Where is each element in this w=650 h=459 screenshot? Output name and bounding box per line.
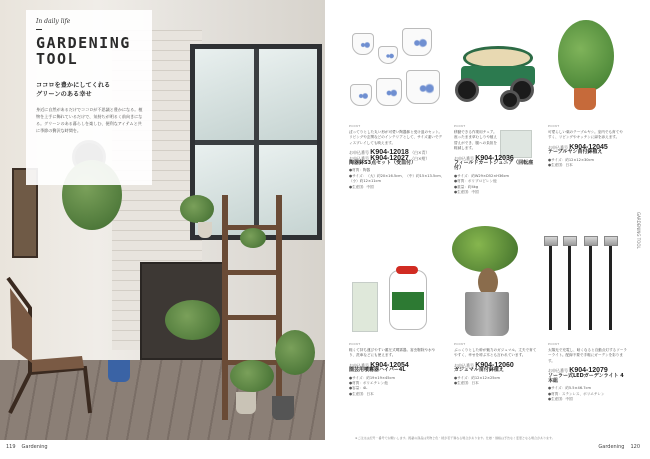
code-number: K904-12018 [370, 149, 409, 157]
catch-line: ココロを豊かにしてくれる [36, 82, 111, 89]
usage-thumbnail [352, 282, 378, 332]
product-card [454, 130, 538, 195]
point-label: POINT [548, 342, 560, 346]
catch-copy [36, 81, 144, 99]
product-spec: ●生産国：日本 [454, 381, 479, 386]
product-spec: ●材質：ポリエチレン他 [349, 381, 388, 386]
product-name: 園芸用噴霧器ハイパー4L [349, 367, 406, 374]
code-number: K904-12060 [475, 361, 514, 369]
code-prefix: お申込番号 [454, 362, 474, 368]
product-spec: ●生産国：中国 [548, 397, 573, 402]
section-name: Gardening [21, 444, 48, 450]
product-spec: ●重量：約4kg [454, 184, 479, 189]
title-line: TOOL [36, 50, 79, 68]
lifestyle-photo [0, 0, 325, 440]
kicker: In daily life [36, 18, 71, 25]
product-description: ぷっくりとした幹が魅力のガジュマル。丈夫で育てやすく、幸せを呼ぶ木とも言われています。 [454, 348, 537, 358]
code-prefix: お申込番号 [349, 155, 369, 161]
product-spec: ●サイズ：約W29×D52×H36cm [454, 173, 510, 178]
code-prefix: お申込番号 [454, 155, 474, 161]
product-spec: ●材質：陶器 [349, 168, 371, 173]
product-name: ソーラー式LEDガーデンライト 4本組 [548, 372, 624, 385]
code-number: K904-12054 [370, 361, 409, 369]
product-spec: ●サイズ：（大）約20×16.5cm、（中）約15×13.5cm、（小）約12×11cm [349, 173, 445, 184]
product-name: フィールドカートジュニア（回転座付） [454, 160, 534, 172]
point-label: POINT [454, 342, 466, 346]
product-description: 軽くて持ち運びやすい蓄圧式噴霧器。害虫駆除や水やり、洗車などにも使えます。 [349, 348, 436, 358]
plant-foliage [275, 330, 315, 375]
code-number: K904-12036 [475, 154, 514, 162]
product-card [548, 130, 626, 168]
product-card [548, 348, 628, 403]
product-spec: ●サイズ：約19×19×45cm [349, 375, 396, 380]
plant-foliage [180, 195, 214, 223]
product-spec: ●生産国：中国 [454, 190, 479, 195]
product-spec: ●材質：ステンレス、ポリエチレン [548, 391, 605, 396]
plant-pot [198, 222, 212, 238]
section-name: Gardening [598, 444, 625, 450]
product-spec: ●生産国：日本 [548, 163, 573, 168]
code-prefix: お申込番号 [349, 362, 369, 368]
product-spec: ●生産国：中国 [349, 184, 374, 189]
catch-line: グリーンのある幸せ [36, 91, 92, 98]
divider [36, 29, 42, 30]
point-label: POINT [349, 124, 361, 128]
code-note: （白×紺） [410, 155, 430, 161]
lead-text: 身近に自然があるだけでココロが不思議と豊かになる。植物を上手に飾れているだけで、気持ちが明るく前向きになる。グリーンのある暮らしを楽しむ、便利なアイテムと共に季節の贅沢な時間を。 [36, 107, 143, 133]
product-name: ガジュマル苗付鉢植え [454, 367, 504, 374]
product-spec: ●容量：4L [349, 386, 368, 391]
plant-foliage [240, 228, 266, 248]
code-number: K904-12079 [569, 367, 608, 375]
footnote: ※ご注文は記号・番号でお願いします。掲載の商品は実物と色・柄が若干異なる場合があります。仕様・価格は予告なく変更となる場合があります。 [355, 436, 555, 440]
code-number: K904-12045 [569, 143, 608, 151]
product-description: ぽってりとした丸い形が可愛い陶器鉢と受け皿のセット。リビングや玄関などのインテリアとして、サイズ違いでディスプレイしても映えます。 [349, 130, 443, 145]
plant-pot [272, 396, 294, 420]
product-name: 陶器鉢S3点セット（受皿付） [349, 160, 417, 167]
product-card [349, 130, 445, 190]
plant-pot [108, 360, 130, 382]
product-spec: ●生産国：日本 [349, 391, 374, 396]
product-spec: ●サイズ：約5.5×46.7cm [548, 386, 592, 391]
product-description: 移動できる作業用チェア。座ったまま草むしりや植え替えができ、腰への負担を軽減します。 [454, 130, 498, 151]
product-description: 太陽光で充電し、暗くなると自動点灯するソーラーライト。配線不要で手軽にガーデンを彩ります。 [548, 348, 627, 363]
page-footer-right [598, 444, 640, 450]
product-card [454, 348, 538, 386]
code-note: （白×青） [410, 150, 430, 156]
page-number: 119 [6, 444, 16, 450]
plant-foliage [230, 360, 274, 392]
point-label: POINT [454, 124, 466, 128]
point-label: POINT [548, 124, 560, 128]
product-spec: ●サイズ：約12×12×30cm [548, 157, 595, 162]
section-tab: GARDENING TOOL [636, 212, 641, 249]
code-prefix: お申込番号 [548, 368, 568, 374]
product-card [349, 348, 441, 397]
code-prefix: お申込番号 [349, 150, 369, 156]
product-name: テーブルヤシ苗付鉢植え [548, 149, 603, 156]
code-prefix: お申込番号 [548, 144, 568, 150]
product-description: 可愛らしい葉のテーブルヤシ。室内でも育てやすく、リビングやキッチンに緑を添えます。 [548, 130, 623, 140]
code-number: K904-12027 [370, 154, 409, 162]
page-number: 120 [630, 444, 640, 450]
product-spec: ●サイズ：約12×12×25cm [454, 375, 501, 380]
plant-pot [236, 392, 256, 414]
armchair [0, 268, 95, 418]
point-label: POINT [349, 342, 361, 346]
feature-title-box [26, 10, 152, 185]
plant-foliage [165, 300, 220, 340]
title-line: GARDENING [36, 34, 131, 52]
page-footer-left [6, 444, 48, 450]
product-spec: ●材質：ポリプロピレン他 [454, 179, 497, 184]
page-title [36, 35, 144, 67]
